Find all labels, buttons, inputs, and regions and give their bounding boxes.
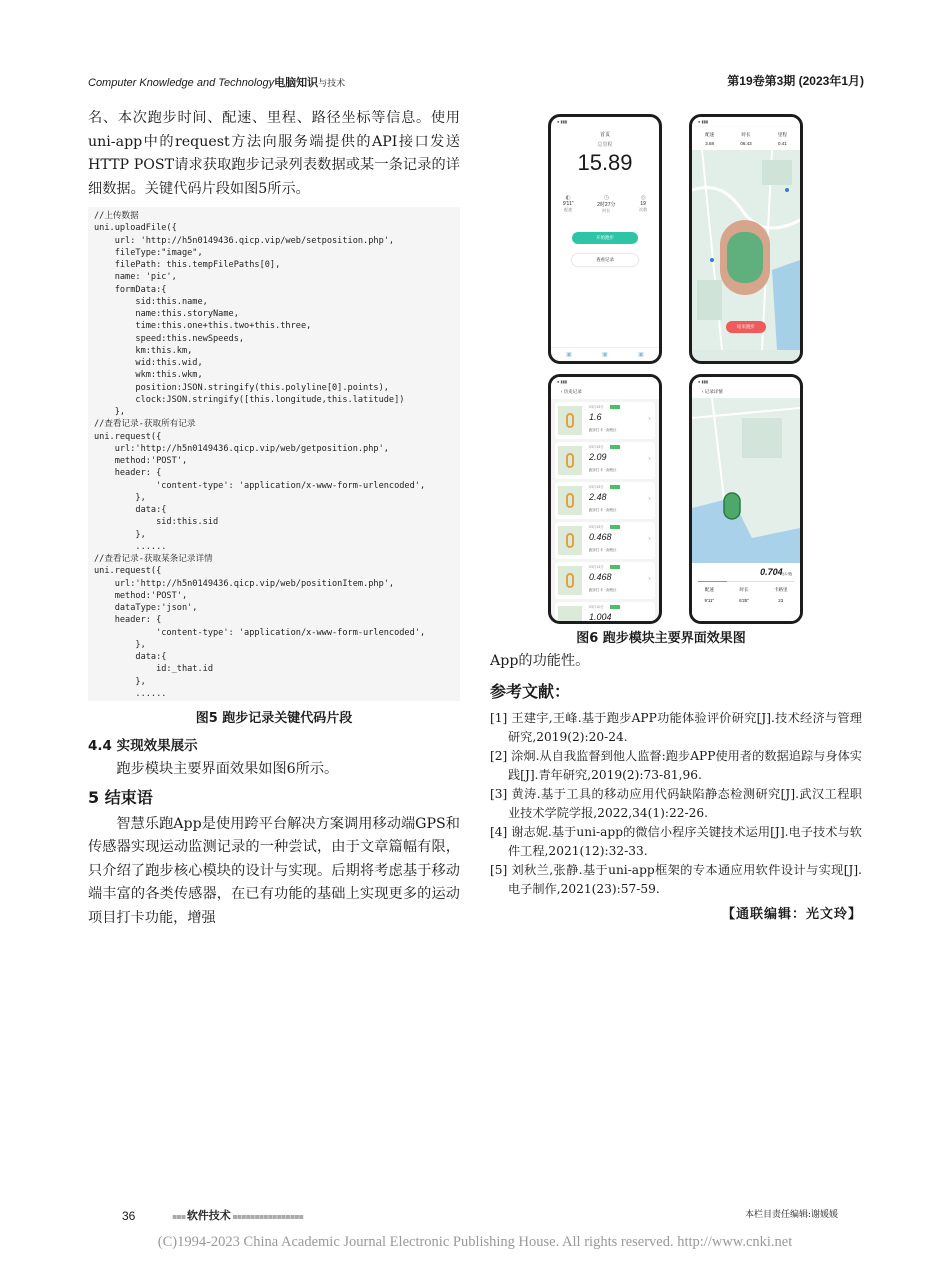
responsible-editor: 本栏目责任编辑:谢媛媛 bbox=[744, 1210, 838, 1220]
phone-home-screen bbox=[548, 114, 662, 364]
tag-badge bbox=[610, 565, 620, 569]
continuation-paragraph: App的功能性。 bbox=[490, 653, 590, 669]
run-tab-icon[interactable]: ▣ bbox=[602, 351, 608, 358]
detail-distance-unit: (公里) bbox=[782, 572, 792, 576]
map-stat-label: 配速 bbox=[705, 132, 715, 137]
status-bar: ● ▮▮▮ bbox=[557, 119, 568, 124]
home-stats-row bbox=[551, 194, 659, 214]
history-place: 跑步打卡 · 南校区 bbox=[589, 548, 617, 552]
target-icon: ◎ bbox=[640, 194, 646, 201]
detail-stat-value: 6'25" bbox=[739, 598, 750, 603]
liaison-editor: 【通联编辑：光文玲】 bbox=[721, 906, 862, 922]
home-stat-label: 配速 bbox=[564, 207, 573, 212]
running-header-left bbox=[88, 74, 345, 90]
detail-stat-label: 配速 bbox=[704, 587, 714, 592]
history-place: 跑步打卡 · 南校区 bbox=[589, 428, 617, 432]
total-distance-label: 总里程 bbox=[597, 142, 613, 148]
detail-stat-label: 卡路里 bbox=[773, 587, 788, 592]
journal-name-cn: 电脑知识 bbox=[274, 77, 319, 89]
map-stat-value: 0.41 bbox=[777, 141, 787, 146]
home-stat-count bbox=[639, 194, 647, 214]
tag-badge bbox=[610, 405, 620, 409]
home-stat-value: 9'11" bbox=[562, 201, 574, 207]
tag-badge bbox=[610, 525, 620, 529]
code-listing: //上传数据 uni.uploadFile({ url: 'http://h5n0149436.qicp.vip/web/setposition.php', fileType:"image", filePath: this.tempFilePaths[0], name: 'pic', formData:{ sid:this.name, name:this.storyName, time:this.one+this.two+this.three, speed:this.newSpeeds, km:this.km, wid:this.wid, wkm:this.wkm, position:JSON.stringify(this.polyline[0].points), clock:JSON.stringify([this.longitude,this.latitude]) }, //查看记录-获取所有记录 uni.request({ url:'http://h5n0149436.qicp.vip/web/getposition.php', method:'POST', header: { 'content-type': 'application/x-www-form-urlencoded', }, data:{ sid:this.sid }, ...... //查看记录-获取某条记录详情 uni.request({ url:'http://h5n0149436.qicp.vip/web/positionItem.php', method:'POST', dataType:'json', header: { 'content-type': 'application/x-www-form-urlencoded', }, data:{ id:_that.id }, ...... bbox=[88, 207, 460, 701]
route-thumbnail bbox=[558, 606, 582, 624]
footer-dots: ▪▪▪ bbox=[172, 1212, 187, 1221]
history-item[interactable] bbox=[555, 442, 655, 479]
reference-item: [4] 谢志妮.基于uni-app的微信小程序关键技术运用[J].电子技术与软件工程,2021(12):32-33. bbox=[490, 824, 862, 858]
history-distance: 1.004 bbox=[589, 612, 612, 622]
back-icon[interactable]: ‹ bbox=[561, 389, 563, 394]
reference-item: [3] 黄涛.基于工具的移动应用代码缺陷静态检测研究[J].武汉工程职业技术学院学报,2022,34(1):22-26. bbox=[490, 786, 862, 820]
journal-name-suffix: 与技术 bbox=[318, 78, 346, 88]
history-place: 跑步打卡 · 南校区 bbox=[589, 588, 617, 592]
chevron-right-icon: › bbox=[647, 454, 651, 463]
history-item[interactable] bbox=[555, 562, 655, 599]
chevron-right-icon: › bbox=[647, 574, 651, 583]
home-stat-pace bbox=[563, 194, 574, 214]
intro-paragraph: 名、本次跑步时间、配速、里程、路径坐标等信息。使用uni-app中的request方法向服务端提供的API接口发送HTTP POST请求获取跑步记录列表数据或某一条记录的详细数据。关键代码片段如图5所示。 bbox=[88, 110, 460, 197]
phone-map-screen bbox=[689, 114, 803, 364]
history-item[interactable] bbox=[555, 402, 655, 439]
bottom-tab-bar bbox=[551, 347, 659, 361]
status-bar: ● ▮▮▮ bbox=[698, 379, 709, 384]
phone-detail-screen bbox=[689, 374, 803, 624]
history-item[interactable] bbox=[555, 602, 655, 624]
map-stat-value: 06:43 bbox=[740, 141, 752, 146]
figure-6-screenshots bbox=[548, 114, 804, 624]
route-thumbnail bbox=[558, 446, 582, 475]
history-distance: 0.468 bbox=[589, 532, 612, 542]
detail-stat-label: 时长 bbox=[739, 587, 749, 592]
section-5-text: 智慧乐跑App是使用跨平台解决方案调用移动端GPS和传感器实现运动监测记录的一种尝试，由于文章篇幅有限，只介绍了跑步核心模块的设计与实现。后期将考虑基于移动端丰富的各类传感器，在已有功能的基础上实现更多的运动项目打卡功能，增强 bbox=[88, 815, 460, 926]
profile-tab-icon[interactable]: ▣ bbox=[638, 351, 644, 358]
map-stat-value: 3.68 bbox=[705, 141, 714, 146]
fire-icon: ◐ bbox=[565, 194, 571, 201]
back-icon[interactable]: ‹ bbox=[702, 389, 704, 394]
figure-5-caption: 图5 跑步记录关键代码片段 bbox=[195, 711, 353, 726]
status-bar: ● ▮▮▮ bbox=[551, 377, 659, 387]
clock-icon: ◷ bbox=[603, 194, 609, 201]
home-stat-duration bbox=[597, 194, 615, 214]
reference-item: [2] 涂炯.从自我监督到他人监督:跑步APP使用者的数据追踪与身体实践[J].青年研究,2019(2):73-81,96. bbox=[490, 748, 862, 782]
history-date: 03月15日 bbox=[589, 485, 604, 489]
section-4-4-text: 跑步模块主要界面效果如图6所示。 bbox=[116, 761, 339, 777]
chevron-right-icon: › bbox=[647, 414, 651, 423]
home-tab-icon[interactable]: ▣ bbox=[566, 351, 572, 358]
detail-stat bbox=[739, 587, 749, 603]
reference-item: [1] 王建宇,王峰.基于跑步APP功能体验评价研究[J].技术经济与管理研究,2019(2):20-24. bbox=[490, 710, 862, 744]
reference-item: [5] 刘秋兰,张静.基于uni-app框架的专本通应用软件设计与实现[J].电子制作,2021(23):57-59. bbox=[490, 862, 862, 896]
detail-divider bbox=[698, 581, 794, 582]
detail-distance bbox=[760, 567, 792, 577]
route-thumbnail bbox=[558, 526, 582, 555]
history-header bbox=[551, 387, 659, 399]
detail-title: 记录详情 bbox=[704, 389, 723, 394]
status-bar: ● ▮▮▮ bbox=[692, 117, 800, 127]
map-stat bbox=[705, 132, 714, 146]
start-run-button[interactable]: 开始跑步 bbox=[572, 232, 638, 244]
map-view[interactable] bbox=[692, 150, 800, 350]
figure-6-caption: 图6 跑步模块主要界面效果图 bbox=[576, 631, 746, 646]
detail-stat-value: 23 bbox=[778, 598, 784, 603]
page-number: 36 bbox=[122, 1209, 136, 1223]
end-run-button[interactable]: 结束跑步 bbox=[726, 321, 766, 333]
home-stat-value: 19 bbox=[640, 201, 646, 207]
left-column bbox=[88, 107, 460, 930]
detail-panel bbox=[692, 563, 800, 621]
map-stat-label: 里程 bbox=[777, 132, 787, 137]
history-place: 跑步打卡 · 南校区 bbox=[589, 468, 617, 472]
map-stats-panel bbox=[692, 127, 800, 150]
detail-stat bbox=[704, 587, 714, 603]
issue-info: 第19卷第3期 (2023年1月) bbox=[727, 74, 864, 88]
section-5-title: 5 结束语 bbox=[88, 787, 153, 807]
copyright-line: (C)1994-2023 China Academic Journal Electronic Publishing House. All rights reserved. http://www.cnki.net bbox=[157, 1234, 793, 1250]
detail-stat bbox=[774, 587, 788, 603]
history-date: 03月14日 bbox=[589, 565, 604, 569]
section-4-4-title: 4.4 实现效果展示 bbox=[88, 738, 198, 754]
detail-map-view[interactable] bbox=[692, 398, 800, 566]
view-records-button[interactable]: 查看记录 bbox=[572, 254, 638, 266]
footer-dots: ▪▪▪▪▪▪▪▪▪▪▪▪▪▪▪▪ bbox=[230, 1212, 304, 1221]
footer-section-label: 软件技术 bbox=[186, 1209, 231, 1222]
journal-name-en: Computer Knowledge and Technology bbox=[88, 77, 275, 89]
history-item[interactable] bbox=[555, 482, 655, 519]
history-date: 03月15日 bbox=[589, 445, 604, 449]
history-item[interactable] bbox=[555, 522, 655, 559]
chevron-right-icon: › bbox=[647, 494, 651, 503]
route-thumbnail bbox=[558, 406, 582, 435]
history-place: 跑步打卡 · 南校区 bbox=[589, 508, 617, 512]
tag-badge bbox=[610, 485, 620, 489]
home-stat-label: 次数 bbox=[639, 207, 648, 212]
chevron-right-icon: › bbox=[647, 534, 651, 543]
map-stat bbox=[740, 132, 751, 146]
history-date: 03月15日 bbox=[589, 405, 604, 409]
home-stat-label: 时长 bbox=[602, 208, 611, 213]
phone-history-screen bbox=[548, 374, 662, 624]
history-distance: 2.09 bbox=[589, 452, 607, 462]
map-stat bbox=[778, 132, 787, 146]
footer-section bbox=[172, 1207, 303, 1223]
references-title: 参考文献： bbox=[490, 681, 571, 701]
history-date: 03月10日 bbox=[589, 605, 604, 609]
right-column bbox=[490, 627, 862, 922]
tag-badge bbox=[610, 445, 620, 449]
route-thumbnail bbox=[558, 486, 582, 515]
tag-badge bbox=[610, 605, 620, 609]
history-date: 03月15日 bbox=[589, 525, 604, 529]
detail-stats-row bbox=[692, 587, 800, 603]
history-distance: 0.468 bbox=[589, 572, 612, 582]
route-thumbnail bbox=[558, 566, 582, 595]
detail-header bbox=[692, 387, 800, 398]
references-list bbox=[490, 709, 862, 899]
home-title: 首页 bbox=[599, 132, 610, 138]
total-distance-value: 15.89 bbox=[577, 150, 633, 175]
map-stat-label: 时长 bbox=[741, 132, 751, 137]
history-distance: 1.6 bbox=[589, 412, 602, 422]
history-distance: 2.48 bbox=[589, 492, 607, 502]
detail-distance-value: 0.704 bbox=[760, 567, 783, 577]
detail-stat-value: 9'11" bbox=[704, 598, 715, 603]
home-stat-value: 2时27分 bbox=[597, 202, 616, 208]
history-title: 历史记录 bbox=[563, 389, 582, 394]
